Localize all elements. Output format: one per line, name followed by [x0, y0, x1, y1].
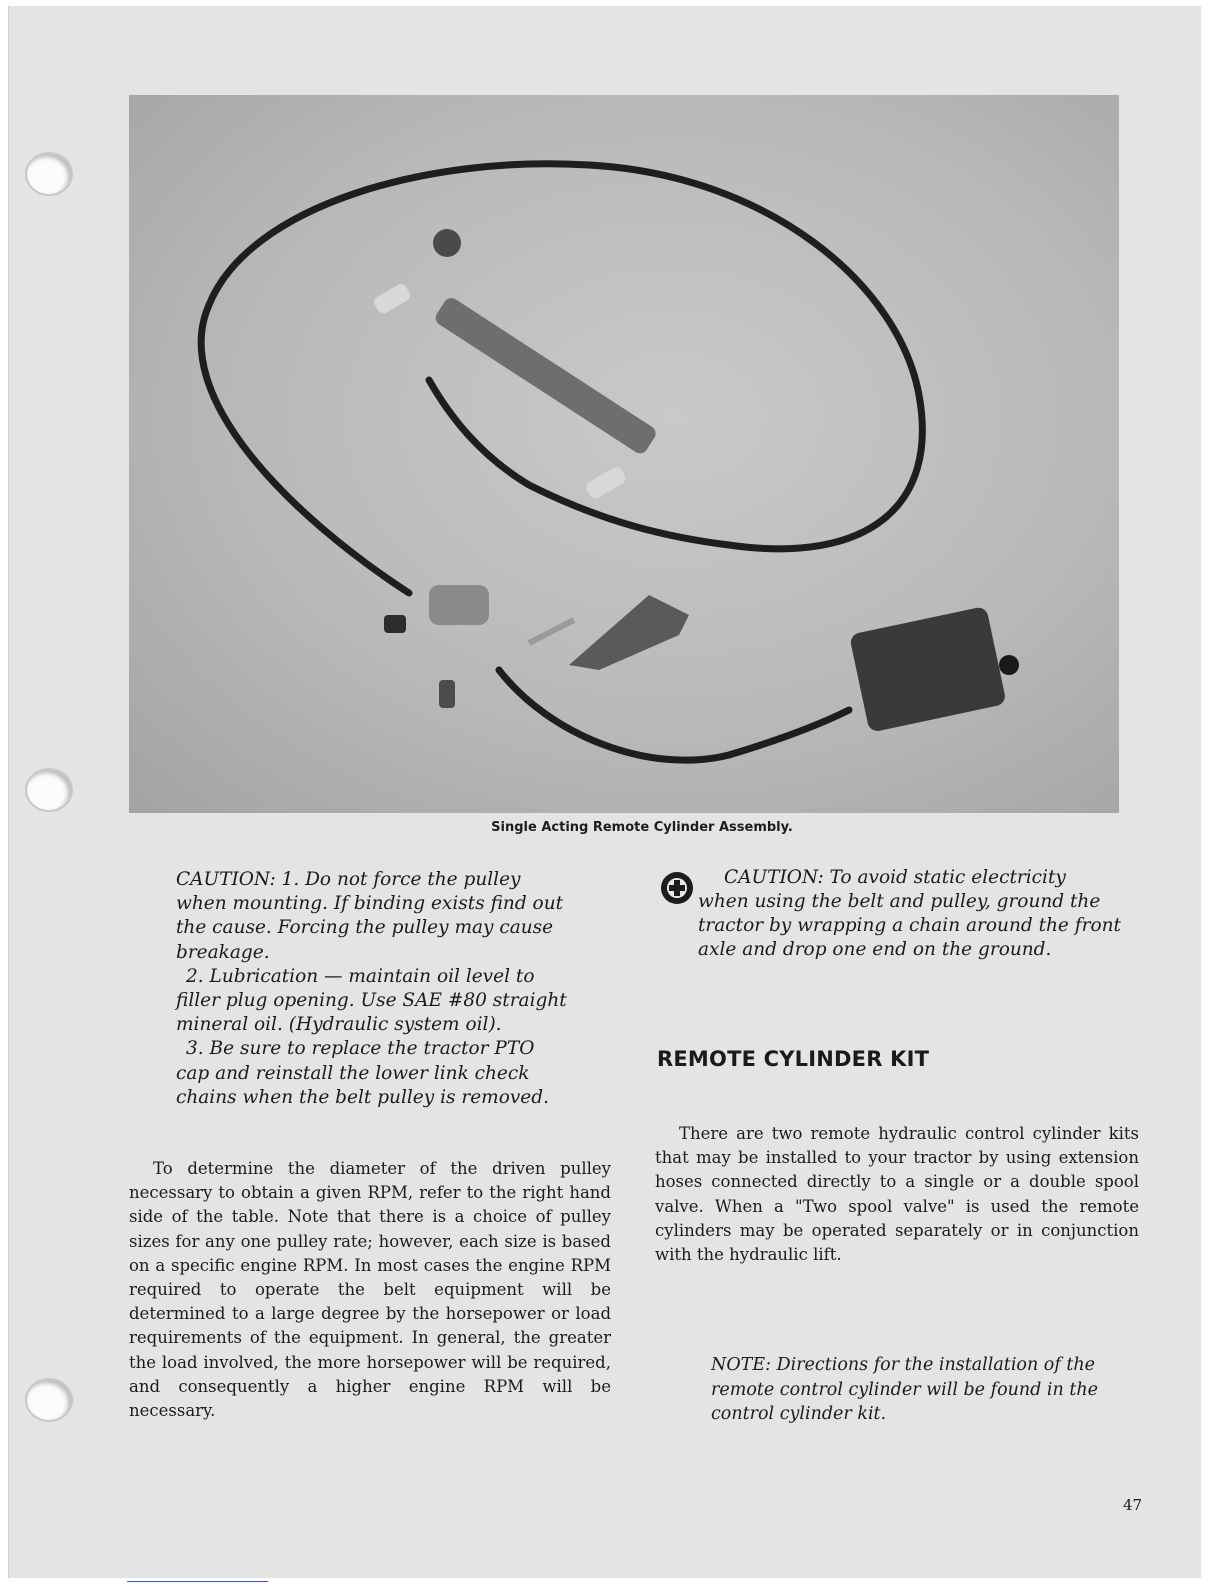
caution-left-item-3: 3. Be sure to replace the tractor PTO cap and reinstall the lower link check chains when the belt pulley is removed. [176, 1038, 549, 1108]
valve-knob [999, 655, 1019, 675]
pulley-paragraph: To determine the diameter of the driven pulley necessary to obtain a given RPM, refer to the right hand side of the table. Note that there is a choice of pulley sizes for any one pulley rate; however, each size is based on a specific engine RPM. In most cases the engine RPM required to operate the belt equipment will be determined to a large degree by the horsepower or load requirements of the equipment. In general, the greater the load involved, the more horsepower will be required, and consequently a higher engine RPM will be necessary. [129, 1159, 611, 1421]
hose-coupler [429, 585, 489, 625]
caution-left-item-2: 2. Lubrication — maintain oil level to filler plug opening. Use SAE #80 straight mineral oil. (Hydraulic system oil). [176, 965, 567, 1036]
pin-upper [372, 282, 412, 316]
assembly-photo [129, 95, 1119, 813]
page-number: 47 [1123, 1496, 1143, 1514]
spool-valve [849, 606, 1007, 733]
binder-hole-bottom [27, 1380, 71, 1420]
dust-cap-left [384, 615, 406, 633]
caution-left-item-1: CAUTION: 1. Do not force the pulley when mounting. If binding exists find out the cause. Forcing the pulley may cause breakage. [176, 869, 564, 963]
caution-right-text: CAUTION: To avoid static electricity when using the belt and pulley, ground the tractor by wrapping a chain around the front axle and drop one end on the ground. [698, 867, 1121, 960]
caution-right [698, 866, 1122, 962]
short-hose [499, 670, 849, 760]
installation-note: NOTE: Directions for the installation of the remote control cylinder will be found in the control cylinder kit. [711, 1355, 1099, 1424]
safety-first-icon [660, 871, 694, 905]
rod-eye [433, 229, 461, 257]
footer-link-line [127, 1581, 268, 1583]
section-heading: REMOTE CYLINDER KIT [657, 1047, 930, 1071]
caution-left [176, 868, 568, 1110]
bolt [529, 620, 574, 643]
dust-cap-center [439, 680, 455, 708]
binder-hole-middle [27, 770, 71, 810]
figure-caption: Single Acting Remote Cylinder Assembly. [491, 820, 793, 835]
assembly-illustration [129, 95, 1119, 813]
mounting-bracket [569, 595, 689, 670]
binder-hole-top [27, 154, 71, 194]
pin-lower [584, 465, 628, 501]
remote-cylinder-paragraph: There are two remote hydraulic control cylinder kits that may be installed to your tractor by using extension hoses connected directly to a single or a double spool valve. When a "Two spool valve" is used the remote cylinders may be operated separately or in conjunction with the hydraulic lift. [655, 1124, 1139, 1265]
